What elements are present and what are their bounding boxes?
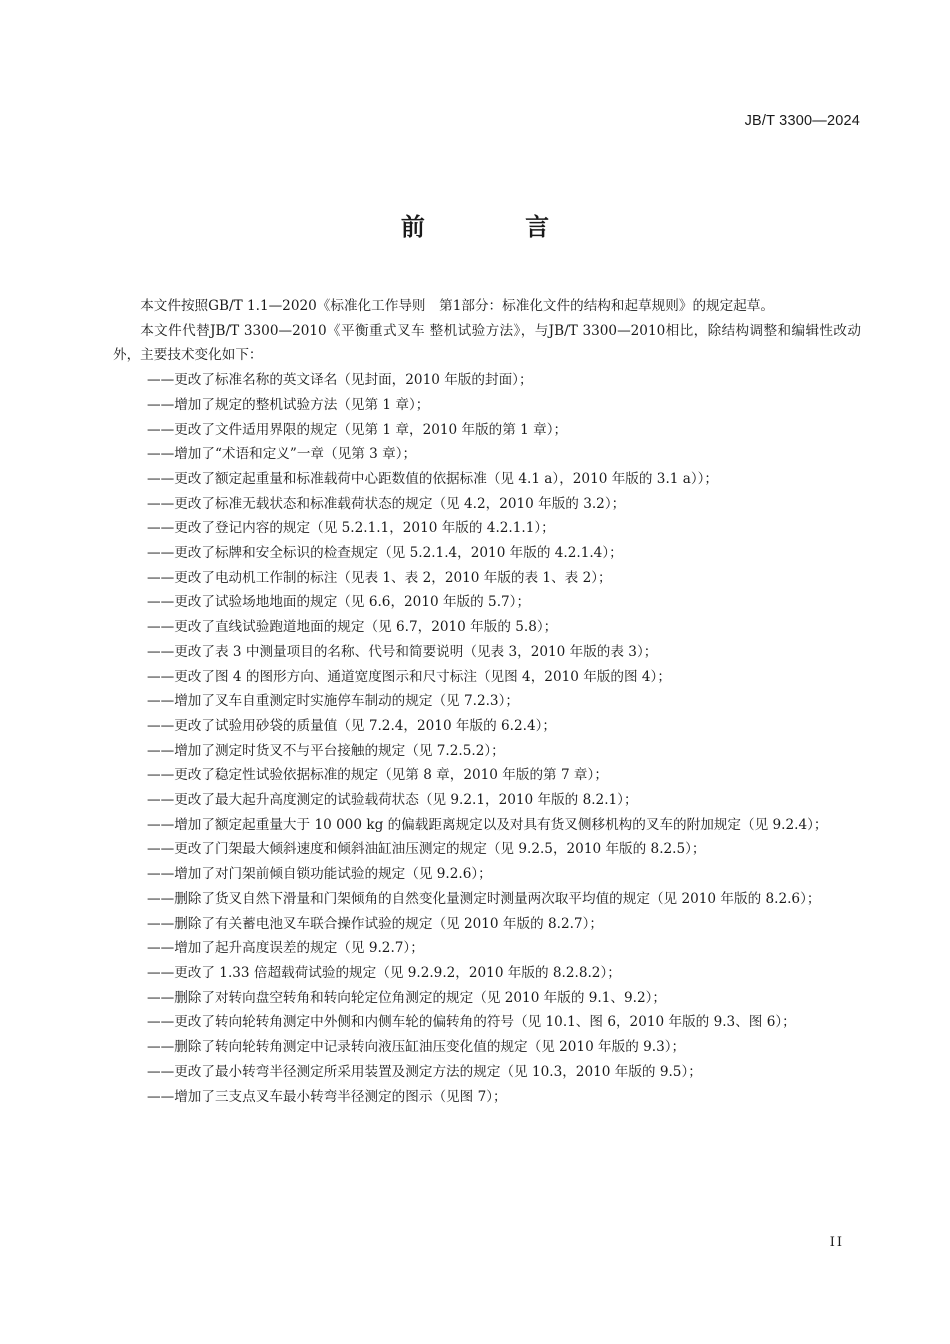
list-item: ——更改了标准无载状态和标准载荷状态的规定（见 4.2，2010 年版的 3.2）； (147, 495, 626, 512)
document-body (113, 294, 861, 1109)
list-item: ——增加了额定起重量大于 10 000 kg 的偏载距离规定以及对具有货叉侧移机构的叉车的附加规定（见 9.2.4）； (147, 816, 828, 833)
intro-paragraph: 本文件按照GB/T 1.1—2020《标准化工作导则 第1部分：标准化文件的结构和起草规则》的规定起草。 (140, 298, 775, 314)
list-item: ——更改了试验用砂袋的质量值（见 7.2.4，2010 年版的 6.2.4）； (147, 717, 556, 734)
list-item: ——增加了三支点叉车最小转弯半径测定的图示（见图 7）； (147, 1088, 507, 1105)
list-item: ——增加了“术语和定义”一章（见第 3 章）； (147, 446, 417, 463)
list-item: ——更改了最大起升高度测定的试验载荷状态（见 9.2.1，2010 年版的 8.2.1）； (147, 792, 638, 809)
page-title: 前 言 (400, 213, 596, 241)
list-item: ——更改了最小转弯半径测定所采用装置及测定方法的规定（见 10.3，2010 年版的 9.5）； (147, 1063, 702, 1080)
list-item: ——更改了图 4 的图形方向、通道宽度图示和尺寸标注（见图 4，2010 年版的图 4）； (147, 668, 671, 685)
page-number: II (829, 1235, 844, 1250)
list-item: ——增加了对门架前倾自锁功能试验的规定（见 9.2.6）； (147, 866, 492, 883)
list-item: ——更改了电动机工作制的标注（见表 1、表 2，2010 年版的表 1、表 2）； (147, 569, 612, 586)
list-item: ——更改了标牌和安全标识的检查规定（见 5.2.1.4，2010 年版的 4.2.1.4）； (147, 545, 623, 562)
list-item: ——更改了表 3 中测量项目的名称、代号和简要说明（见表 3，2010 年版的表 3）； (147, 643, 658, 660)
document-code: JB/T 3300—2024 (744, 113, 860, 129)
list-item: ——更改了直线试验跑道地面的规定（见 6.7，2010 年版的 5.8）； (147, 619, 558, 636)
list-item: ——更改了 1.33 倍超载荷试验的规定（见 9.2.9.2，2010 年版的 8.2.8.2）； (147, 964, 621, 981)
list-item: ——更改了转向轮转角测定中外侧和内侧车轮的偏转角的符号（见 10.1、图 6，2010 年版的 9.3、图 6）； (147, 1014, 796, 1031)
list-item: ——更改了试验场地地面的规定（见 6.6，2010 年版的 5.7）； (147, 594, 531, 611)
list-item: ——增加了规定的整机试验方法（见第 1 章）； (147, 396, 430, 413)
list-item: ——增加了叉车自重测定时实施停车制动的规定（见 7.2.3）； (147, 693, 519, 710)
list-item: ——更改了标准名称的英文译名（见封面，2010 年版的封面）； (147, 372, 533, 389)
list-item: ——删除了转向轮转角测定中记录转向液压缸油压变化值的规定（见 2010 年版的 9.3）； (147, 1039, 686, 1056)
list-item: ——删除了对转向盘空转角和转向轮定位角测定的规定（见 2010 年版的 9.1、9.2）； (147, 989, 666, 1006)
list-item: ——更改了额定起重量和标准载荷中心距数值的依据标准（见 4.1 a），2010 年版的 3.1 a））； (147, 470, 719, 487)
list-item: ——增加了起升高度误差的规定（见 9.2.7）； (147, 940, 424, 957)
list-item: ——更改了稳定性试验依据标准的规定（见第 8 章，2010 年版的第 7 章）； (147, 767, 608, 784)
list-item: ——更改了门架最大倾斜速度和倾斜油缸油压测定的规定（见 9.2.5，2010 年版的 8.2.5）； (147, 841, 706, 858)
list-item: ——删除了货叉自然下滑量和门架倾角的自然变化量测定时测量两次取平均值的规定（见 2010 年版的 8.2.6）； (147, 890, 821, 907)
list-item: ——增加了测定时货叉不与平台接触的规定（见 7.2.5.2）； (147, 742, 505, 759)
replacement-paragraph: 本文件代替JB/T 3300—2010《平衡重式叉车 整机试验方法》，与JB/T 3300—2010相比，除结构调整和编辑性改动外，主要技术变化如下： (113, 322, 861, 364)
list-item: ——更改了登记内容的规定（见 5.2.1.1，2010 年版的 4.2.1.1）； (147, 520, 555, 537)
list-item: ——更改了文件适用界限的规定（见第 1 章，2010 年版的第 1 章）； (147, 421, 568, 438)
list-item: ——删除了有关蓄电池叉车联合操作试验的规定（见 2010 年版的 8.2.7）； (147, 915, 603, 932)
change-list (113, 368, 861, 1109)
